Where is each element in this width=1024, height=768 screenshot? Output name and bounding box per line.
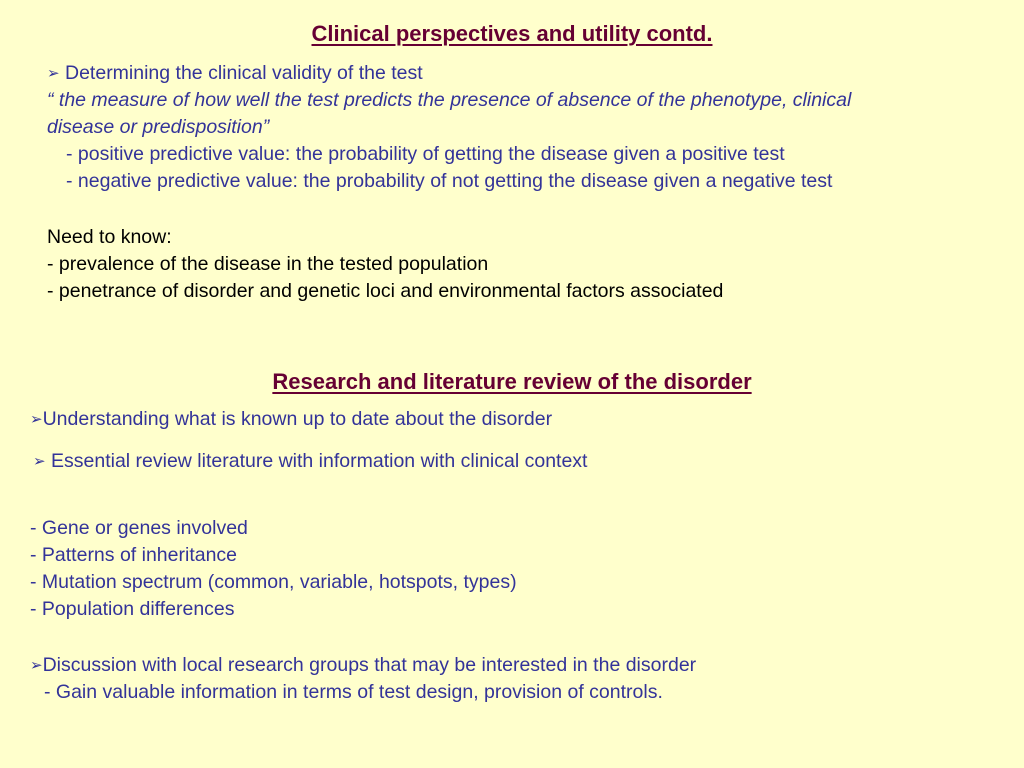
quote-line: “ the measure of how well the test predicts the presence of absence of the phenotype, clinical (47, 89, 852, 111)
list-item: - Population differences (30, 598, 235, 620)
list-item: - Patterns of inheritance (30, 544, 238, 566)
bullet-clinical-validity (47, 60, 423, 87)
arrow-bullet-icon: ➢ (30, 411, 43, 428)
bullet-text: Essential review literature with information with clinical context (51, 450, 588, 472)
discussion-sub-item: - Gain valuable information in terms of test design, provision of controls. (44, 681, 663, 703)
arrow-bullet-icon: ➢ (30, 657, 43, 674)
arrow-bullet-icon: ➢ (33, 453, 46, 470)
list-item: - Gene or genes involved (30, 517, 248, 539)
bullet-essential-review (33, 448, 587, 475)
npv-text: - negative predictive value: the probability of not getting the disease given a negative test (66, 170, 833, 192)
quote-line: disease or predisposition” (47, 116, 270, 138)
bullet-understanding (30, 406, 552, 433)
need-to-know-heading: Need to know: (47, 226, 172, 248)
list-item: - Mutation spectrum (common, variable, hotspots, types) (30, 571, 517, 593)
bullet-discussion (30, 652, 696, 679)
section-title-research: Research and literature review of the disorder (272, 369, 752, 394)
arrow-bullet-icon: ➢ (47, 65, 60, 82)
need-item: - penetrance of disorder and genetic loci and environmental factors associated (47, 280, 724, 302)
need-item: - prevalence of the disease in the tested population (47, 253, 489, 275)
bullet-text: Determining the clinical validity of the test (65, 62, 423, 84)
section-title-clinical: Clinical perspectives and utility contd. (311, 21, 713, 46)
ppv-text: - positive predictive value: the probability of getting the disease given a positive test (66, 143, 785, 165)
bullet-text: Understanding what is known up to date about the disorder (42, 408, 553, 430)
bullet-text: Discussion with local research groups that may be interested in the disorder (42, 654, 697, 676)
